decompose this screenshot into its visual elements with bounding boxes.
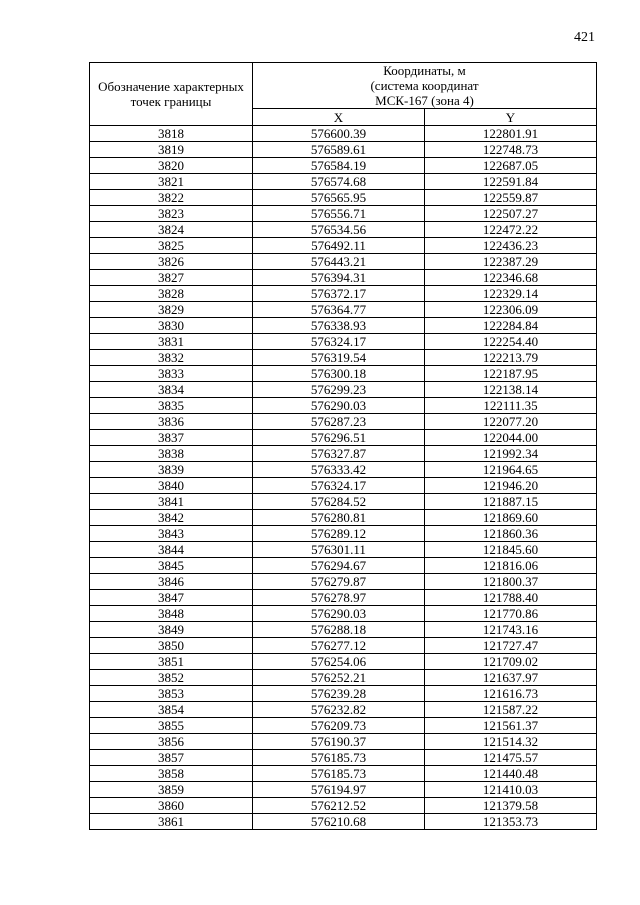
point-id-cell: 3836 (90, 414, 253, 430)
y-coordinate-cell: 122387.29 (425, 254, 597, 270)
table-row (90, 398, 597, 414)
x-coordinate-cell: 576324.17 (253, 478, 425, 494)
coordinates-header-line3: МСК-167 (зона 4) (375, 93, 474, 108)
y-coordinate-cell: 121946.20 (425, 478, 597, 494)
y-coordinate-cell: 121887.15 (425, 494, 597, 510)
point-id-cell: 3856 (90, 734, 253, 750)
point-id-cell: 3861 (90, 814, 253, 830)
point-id-cell: 3860 (90, 798, 253, 814)
x-column-header: X (253, 109, 425, 126)
x-coordinate-cell: 576443.21 (253, 254, 425, 270)
x-coordinate-cell: 576333.42 (253, 462, 425, 478)
y-coordinate-cell: 121353.73 (425, 814, 597, 830)
point-id-cell: 3842 (90, 510, 253, 526)
y-coordinate-cell: 121800.37 (425, 574, 597, 590)
x-coordinate-cell: 576280.81 (253, 510, 425, 526)
table-row (90, 654, 597, 670)
y-coordinate-cell: 121845.60 (425, 542, 597, 558)
y-coordinate-cell: 122472.22 (425, 222, 597, 238)
point-id-cell: 3858 (90, 766, 253, 782)
x-coordinate-cell: 576364.77 (253, 302, 425, 318)
table-row (90, 510, 597, 526)
table-row (90, 430, 597, 446)
point-id-cell: 3818 (90, 126, 253, 142)
coordinates-header (253, 63, 597, 109)
x-coordinate-cell: 576492.11 (253, 238, 425, 254)
point-id-cell: 3848 (90, 606, 253, 622)
point-id-cell: 3834 (90, 382, 253, 398)
x-coordinate-cell: 576194.97 (253, 782, 425, 798)
y-coordinate-cell: 121727.47 (425, 638, 597, 654)
point-id-cell: 3840 (90, 478, 253, 494)
y-coordinate-cell: 121816.06 (425, 558, 597, 574)
point-id-cell: 3855 (90, 718, 253, 734)
table-row (90, 174, 597, 190)
y-coordinate-cell: 122138.14 (425, 382, 597, 398)
y-coordinate-cell: 122748.73 (425, 142, 597, 158)
point-id-cell: 3823 (90, 206, 253, 222)
point-id-cell: 3844 (90, 542, 253, 558)
point-id-cell: 3822 (90, 190, 253, 206)
y-coordinate-cell: 121637.97 (425, 670, 597, 686)
x-coordinate-cell: 576185.73 (253, 750, 425, 766)
x-coordinate-cell: 576232.82 (253, 702, 425, 718)
table-row (90, 798, 597, 814)
x-coordinate-cell: 576600.39 (253, 126, 425, 142)
x-coordinate-cell: 576294.67 (253, 558, 425, 574)
coordinates-header-line1: Координаты, м (383, 63, 466, 78)
x-coordinate-cell: 576209.73 (253, 718, 425, 734)
table-row (90, 718, 597, 734)
y-coordinate-cell: 122213.79 (425, 350, 597, 366)
y-coordinate-cell: 121770.86 (425, 606, 597, 622)
point-id-cell: 3851 (90, 654, 253, 670)
point-id-cell: 3839 (90, 462, 253, 478)
page-number: 421 (574, 30, 595, 45)
point-id-cell: 3845 (90, 558, 253, 574)
table-row (90, 158, 597, 174)
table-row (90, 526, 597, 542)
table-row (90, 222, 597, 238)
point-id-cell: 3828 (90, 286, 253, 302)
x-coordinate-cell: 576239.28 (253, 686, 425, 702)
table-row (90, 494, 597, 510)
x-coordinate-cell: 576327.87 (253, 446, 425, 462)
point-id-cell: 3827 (90, 270, 253, 286)
table-row (90, 478, 597, 494)
y-coordinate-cell: 121743.16 (425, 622, 597, 638)
table-row (90, 350, 597, 366)
y-coordinate-cell: 121410.03 (425, 782, 597, 798)
table-row (90, 206, 597, 222)
table-row (90, 382, 597, 398)
y-coordinate-cell: 122559.87 (425, 190, 597, 206)
y-coordinate-cell: 122306.09 (425, 302, 597, 318)
x-coordinate-cell: 576565.95 (253, 190, 425, 206)
y-coordinate-cell: 122591.84 (425, 174, 597, 190)
x-coordinate-cell: 576254.06 (253, 654, 425, 670)
point-id-cell: 3837 (90, 430, 253, 446)
point-id-cell: 3819 (90, 142, 253, 158)
y-coordinate-cell: 122801.91 (425, 126, 597, 142)
point-id-cell: 3824 (90, 222, 253, 238)
x-coordinate-cell: 576338.93 (253, 318, 425, 334)
y-coordinate-cell: 121561.37 (425, 718, 597, 734)
table-row (90, 670, 597, 686)
x-coordinate-cell: 576252.21 (253, 670, 425, 686)
y-coordinate-cell: 121964.65 (425, 462, 597, 478)
point-id-cell: 3846 (90, 574, 253, 590)
x-coordinate-cell: 576277.12 (253, 638, 425, 654)
x-coordinate-cell: 576185.73 (253, 766, 425, 782)
table-row (90, 814, 597, 830)
table-row (90, 750, 597, 766)
y-coordinate-cell: 122687.05 (425, 158, 597, 174)
point-id-cell: 3838 (90, 446, 253, 462)
point-id-cell: 3847 (90, 590, 253, 606)
table-row (90, 590, 597, 606)
point-id-cell: 3841 (90, 494, 253, 510)
table-row (90, 414, 597, 430)
point-id-cell: 3850 (90, 638, 253, 654)
y-coordinate-cell: 122284.84 (425, 318, 597, 334)
y-coordinate-cell: 122187.95 (425, 366, 597, 382)
x-coordinate-cell: 576296.51 (253, 430, 425, 446)
table-row (90, 126, 597, 142)
table-row (90, 302, 597, 318)
coordinates-header-line2: (система координат (370, 78, 479, 93)
table-row (90, 286, 597, 302)
point-id-cell: 3830 (90, 318, 253, 334)
point-id-cell: 3843 (90, 526, 253, 542)
table-row (90, 638, 597, 654)
point-id-cell: 3849 (90, 622, 253, 638)
table-row (90, 446, 597, 462)
table-row (90, 574, 597, 590)
y-coordinate-cell: 121709.02 (425, 654, 597, 670)
table-row (90, 462, 597, 478)
table-row (90, 254, 597, 270)
y-coordinate-cell: 121475.57 (425, 750, 597, 766)
y-coordinate-cell: 121869.60 (425, 510, 597, 526)
table-row (90, 686, 597, 702)
y-coordinate-cell: 122044.00 (425, 430, 597, 446)
point-id-cell: 3825 (90, 238, 253, 254)
x-coordinate-cell: 576589.61 (253, 142, 425, 158)
x-coordinate-cell: 576287.23 (253, 414, 425, 430)
y-coordinate-cell: 122329.14 (425, 286, 597, 302)
table-row (90, 734, 597, 750)
y-coordinate-cell: 121788.40 (425, 590, 597, 606)
y-coordinate-cell: 122254.40 (425, 334, 597, 350)
point-id-cell: 3821 (90, 174, 253, 190)
table-body (90, 126, 597, 830)
table-header (90, 63, 597, 126)
x-coordinate-cell: 576299.23 (253, 382, 425, 398)
y-coordinate-cell: 122077.20 (425, 414, 597, 430)
point-id-cell: 3853 (90, 686, 253, 702)
x-coordinate-cell: 576319.54 (253, 350, 425, 366)
y-coordinate-cell: 122346.68 (425, 270, 597, 286)
table-row (90, 702, 597, 718)
y-coordinate-cell: 121992.34 (425, 446, 597, 462)
x-coordinate-cell: 576300.18 (253, 366, 425, 382)
y-coordinate-cell: 121379.58 (425, 798, 597, 814)
x-coordinate-cell: 576301.11 (253, 542, 425, 558)
y-coordinate-cell: 122111.35 (425, 398, 597, 414)
table-row (90, 190, 597, 206)
point-id-cell: 3832 (90, 350, 253, 366)
x-coordinate-cell: 576279.87 (253, 574, 425, 590)
x-coordinate-cell: 576290.03 (253, 398, 425, 414)
y-coordinate-cell: 121616.73 (425, 686, 597, 702)
point-id-cell: 3833 (90, 366, 253, 382)
x-coordinate-cell: 576534.56 (253, 222, 425, 238)
y-coordinate-cell: 121587.22 (425, 702, 597, 718)
table-row (90, 622, 597, 638)
x-coordinate-cell: 576324.17 (253, 334, 425, 350)
table-row (90, 318, 597, 334)
x-coordinate-cell: 576284.52 (253, 494, 425, 510)
point-id-cell: 3859 (90, 782, 253, 798)
y-coordinate-cell: 122507.27 (425, 206, 597, 222)
point-id-cell: 3854 (90, 702, 253, 718)
x-coordinate-cell: 576584.19 (253, 158, 425, 174)
x-coordinate-cell: 576288.18 (253, 622, 425, 638)
x-coordinate-cell: 576556.71 (253, 206, 425, 222)
x-coordinate-cell: 576372.17 (253, 286, 425, 302)
table-row (90, 766, 597, 782)
coordinates-table (89, 62, 597, 830)
point-id-cell: 3820 (90, 158, 253, 174)
table-row (90, 366, 597, 382)
y-coordinate-cell: 121514.32 (425, 734, 597, 750)
x-coordinate-cell: 576212.52 (253, 798, 425, 814)
table-row (90, 558, 597, 574)
table-row (90, 270, 597, 286)
point-id-cell: 3835 (90, 398, 253, 414)
table-row (90, 542, 597, 558)
x-coordinate-cell: 576574.68 (253, 174, 425, 190)
table-row (90, 142, 597, 158)
table-row (90, 606, 597, 622)
point-id-cell: 3852 (90, 670, 253, 686)
x-coordinate-cell: 576290.03 (253, 606, 425, 622)
y-column-header: Y (425, 109, 597, 126)
x-coordinate-cell: 576278.97 (253, 590, 425, 606)
y-coordinate-cell: 121440.48 (425, 766, 597, 782)
x-coordinate-cell: 576210.68 (253, 814, 425, 830)
point-designation-header: Обозначение характерных точек границы (90, 63, 253, 126)
table-row (90, 782, 597, 798)
y-coordinate-cell: 122436.23 (425, 238, 597, 254)
point-id-cell: 3831 (90, 334, 253, 350)
point-id-cell: 3857 (90, 750, 253, 766)
y-coordinate-cell: 121860.36 (425, 526, 597, 542)
table-row (90, 334, 597, 350)
table-row (90, 238, 597, 254)
point-id-cell: 3826 (90, 254, 253, 270)
point-id-cell: 3829 (90, 302, 253, 318)
x-coordinate-cell: 576289.12 (253, 526, 425, 542)
x-coordinate-cell: 576190.37 (253, 734, 425, 750)
x-coordinate-cell: 576394.31 (253, 270, 425, 286)
